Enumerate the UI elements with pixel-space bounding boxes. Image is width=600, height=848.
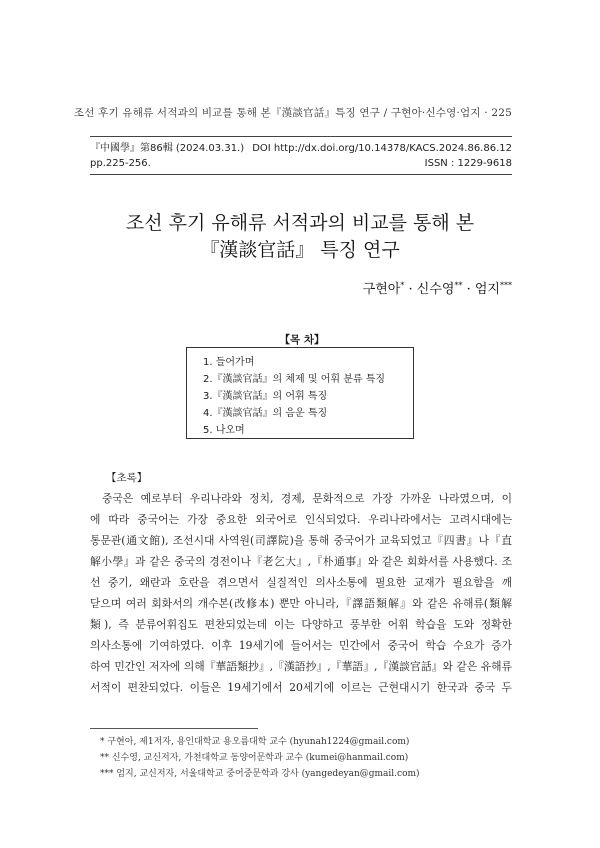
running-header: [60, 105, 512, 120]
toc-label: 【목 차】: [279, 334, 325, 346]
page-number: 225: [491, 107, 512, 119]
paper-title: [60, 210, 540, 264]
footnote: * 구현아, 제1저자, 용인대학교 용오름대학 교수 (hyunah1224@gmail.com): [100, 737, 410, 747]
toc-item[interactable]: 2.『漢談官話』의 체제 및 어휘 분류 특징: [203, 374, 386, 385]
author-list: [60, 278, 512, 297]
abstract-line: 중국은 예로부터 우리나라와 정치, 경제, 문화적으로 가장 가까운 나라였으며, 이: [102, 492, 512, 505]
author-separator: ·: [462, 282, 475, 297]
toc-item[interactable]: 5. 나오며: [203, 425, 245, 436]
footnote: *** 엄지, 교신저자, 서울대학교 중어중문학과 강사 (yangedeyan@gmail.com): [100, 769, 420, 779]
title-line-2: 『漢談官話』 특징 연구: [200, 239, 400, 261]
author-2-mark: **: [454, 281, 463, 290]
abstract-line: 서적이 편찬되었다. 이들은 19세기에서 20세기에 이르는 근현대시기 한국과 중국 두: [90, 681, 512, 694]
abstract-line: 解小學』과 같은 중국의 경전이나『老乞大』,『朴通事』와 같은 회화서를 사용했다. 조: [90, 555, 512, 568]
abstract-line: 선 중기, 왜란과 호란을 겪으면서 실질적인 의사소통에 필요한 교재가 필요함을 깨: [90, 576, 512, 589]
footnote: ** 신수영, 교신저자, 가천대학교 동양어문학과 교수 (kumei@hanmail.com): [100, 753, 409, 763]
page-number-separator: ·: [484, 107, 492, 119]
abstract-line: 類), 즉 분류어휘집도 편찬되었는데 이는 다양하고 풍부한 어휘 학습을 도와 정확한: [90, 618, 512, 631]
abstract-line: 하여 민간인 저자에 의해『華語類抄』,『漢語抄』,『華語』,『漢談官話』와 같은 유해류: [90, 660, 512, 673]
author-3-mark: ***: [500, 281, 512, 290]
abstract-line: 닫으며 여러 회화서의 개수본(改修本) 뿐만 아니라,『譯語類解』와 같은 유해류(類解: [90, 597, 512, 610]
page-range: pp.225-256.: [90, 158, 151, 169]
table-of-contents: [186, 347, 414, 439]
meta-row-1: [90, 141, 512, 156]
author-separator: ·: [404, 282, 417, 297]
journal-info: 『中國學』第86輯 (2024.03.31.): [90, 143, 245, 154]
toc-item[interactable]: 3.『漢談官話』의 어휘 특징: [203, 391, 328, 402]
footnotes: [90, 734, 512, 782]
abstract-line: 에 따라 중국어는 가장 중요한 외국어로 인식되었다. 우리나라에서는 고려시대에는: [90, 513, 512, 526]
title-line-1: 조선 후기 유해류 서적과의 비교를 통해 본: [125, 212, 475, 234]
abstract-label: 【초록】: [106, 472, 148, 484]
running-title: 조선 후기 유해류 서적과의 비교를 통해 본『漢談官話』특징 연구 / 구현아·신수영·엄지: [73, 107, 481, 119]
toc-item[interactable]: 4.『漢談官話』의 음운 특징: [203, 408, 328, 419]
meta-row-2: [90, 156, 512, 171]
author-3: 엄지: [474, 282, 500, 297]
toc-item[interactable]: 1. 들어가며: [203, 357, 255, 368]
abstract-body: [90, 488, 512, 698]
abstract-line: 통문관(通文館), 조선시대 사역원(司譯院)을 통해 중국어가 교육되었고『四書』나『直: [90, 534, 512, 547]
author-1-mark: *: [400, 281, 405, 290]
abstract-line: 의사소통에 기여하였다. 이후 19세기에 들어서는 민간에서 중국어 학습 수요가 증가: [90, 639, 512, 652]
publication-meta: [90, 136, 512, 175]
author-2: 신수영: [416, 282, 455, 297]
footnote-divider: [90, 728, 258, 729]
author-1: 구현아: [362, 282, 401, 297]
doi-link[interactable]: DOI http://dx.doi.org/10.14378/KACS.2024.86.86.12: [252, 143, 512, 154]
issn: ISSN : 1229-9618: [424, 158, 512, 169]
